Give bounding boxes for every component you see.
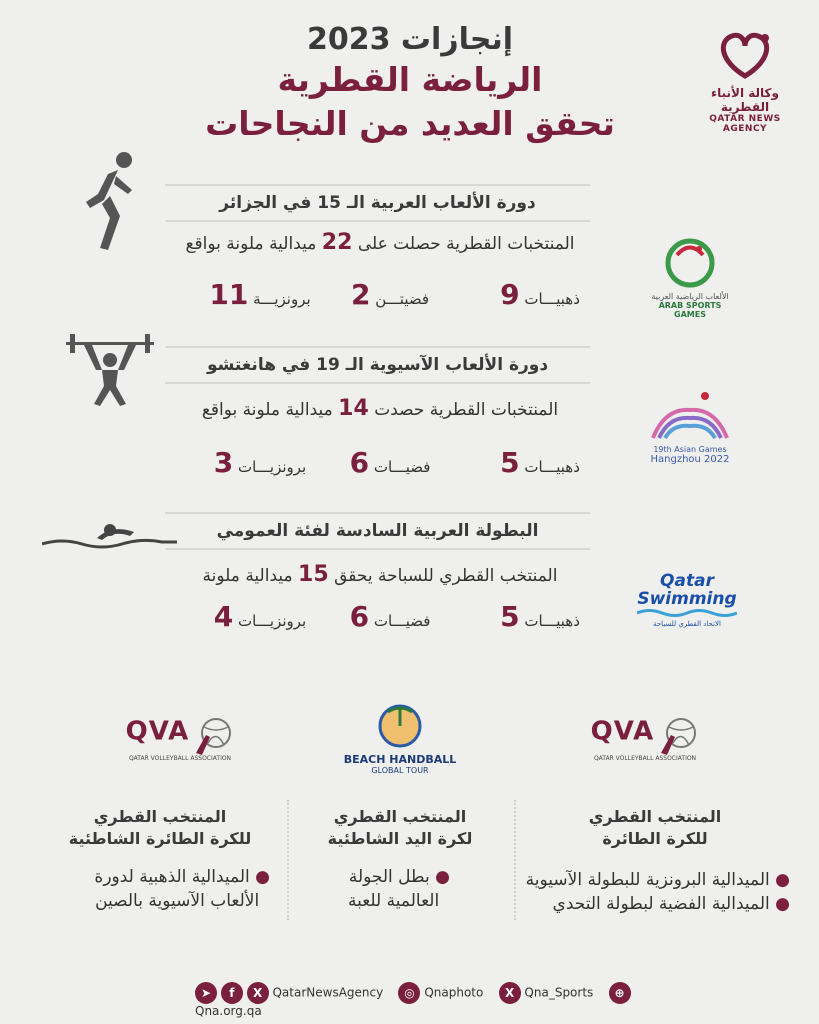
summary-count: 15 [298,562,329,587]
team-3-title-line-1: المنتخب القطري [93,807,227,826]
section-3-summary [140,562,620,587]
wave-icon [637,608,737,618]
section-2-bronze [190,446,330,479]
qva-logo-text: QVA [125,716,190,747]
team-2-title-line-2: لكرة اليد الشاطئية [327,829,473,848]
arab-games-logo-text: ARAB SPORTS GAMES [658,301,722,319]
qva-logo-sub: QATAR VOLLEYBALL ASSOCIATION [128,755,232,762]
handle-qatarnewsagency[interactable]: QatarNewsAgency [272,985,384,1000]
list-item-text: الميدالية البرونزية للبطولة الآسيوية [525,870,770,890]
summary-post: ميدالية ملونة بواقع [185,234,317,254]
gold-label: ذهبيـــات [524,612,580,630]
team-2-logo [340,698,460,775]
handle-website[interactable]: Qna.org.qa [195,1004,262,1018]
list-item: ● الميدالية الذهبية لدورة [94,867,270,887]
list-item-text: بطل الجولة [348,867,430,887]
section-1-bronze [190,278,330,311]
section-1-heading: دورة الألعاب العربية الـ 15 في الجزائر [165,184,590,222]
qna-name-en: QATAR NEWS AGENCY [709,114,781,134]
handle-qna-sports[interactable]: Qna_Sports [524,985,594,1000]
section-3-gold [470,600,610,633]
title-year: إنجازات 2023 [306,22,514,57]
facebook-icon[interactable]: f [221,982,243,1004]
team-2-title-line-1: المنتخب القطري [333,807,467,826]
qatar-swimming-logo [632,572,742,628]
summary-post: ميدالية ملونة بواقع [201,400,333,420]
list-item: ● الميدالية البرونزية للبطولة الآسيوية [525,870,790,890]
arab-games-logo [645,235,735,319]
asian-games-logo [640,388,740,465]
silver-label: فضيتـــن [375,290,430,308]
team-3-logo [100,715,260,762]
silver-count: 2 [350,278,371,311]
qva-logo-sub: QATAR VOLLEYBALL ASSOCIATION [593,755,697,762]
bronze-label: برونزيـــة [253,290,311,308]
qatar-swimming-logo-text: Qatar Swimming [637,571,737,609]
qna-emblem-icon [710,26,780,82]
list-item-text: العالمية للعبة [347,891,440,911]
silver-label: فضيـــات [373,612,431,630]
section-2-gold [470,446,610,479]
silver-count: 6 [349,600,370,633]
team-2-items [300,865,450,913]
title-line-3: تحقق العديد من النجاحات [205,104,615,143]
team-3-title-line-2: للكرة الطائرة الشاطئية [68,829,252,848]
qatar-swimming-logo-ar: الاتحاد القطري للسباحة [653,620,721,628]
team-2-title [290,806,510,850]
bronze-label: برونزيـــات [238,458,307,476]
asian-games-logo-text: 19th Asian Games [653,445,727,454]
swimmer-icon [42,520,177,554]
team-divider [287,800,289,920]
gold-label: ذهبيـــات [524,290,580,308]
telegram-icon[interactable]: ➤ [195,982,217,1004]
team-3-title [50,806,270,850]
bronze-count: 3 [213,446,234,479]
footer-social [195,982,655,1018]
silver-count: 6 [349,446,370,479]
section-2-heading: دورة الألعاب الآسيوية الـ 19 في هانغتشو [165,346,590,384]
summary-pre: المنتخب القطري للسباحة يحقق [334,566,558,586]
bronze-count: 4 [213,600,234,633]
gold-count: 5 [500,446,520,479]
volleyball-icon [659,715,699,755]
summary-post: ميدالية ملونة [202,566,293,586]
section-2-summary [140,396,620,421]
gold-count: 9 [500,278,520,311]
section-1-summary [140,230,620,255]
beach-handball-logo-text: BEACH HANDBALL [343,753,457,766]
asian-games-emblem-icon [645,388,735,443]
team-1-title-line-2: للكرة الطائرة [602,829,708,848]
instagram-icon[interactable]: ◎ [398,982,420,1004]
beach-handball-logo-sub: GLOBAL TOUR [371,766,429,775]
bronze-label: برونزيـــات [238,612,307,630]
x-icon[interactable]: X [499,982,521,1004]
summary-count: 22 [321,230,353,255]
arab-games-logo-ar: الألعاب الرياضية العربية [651,292,729,301]
bronze-count: 11 [209,278,249,311]
gold-count: 5 [500,600,520,633]
volleyball-icon [194,715,234,755]
list-item-text: الألعاب الآسيوية بالصين [95,891,260,911]
silver-label: فضيـــات [373,458,431,476]
section-3-heading: البطولة العربية السادسة لفئة العمومي [165,512,590,550]
arab-games-emblem-icon [655,235,725,290]
section-3-bronze [190,600,330,633]
runner-icon [80,150,140,255]
team-3-items [30,865,270,913]
section-2-silver [320,446,460,479]
list-item: ● الميدالية الفضية لبطولة التحدي [552,894,790,914]
section-3-silver [320,600,460,633]
beach-handball-emblem-icon [370,698,430,750]
qva-logo-text: QVA [590,716,655,747]
list-item [30,889,270,913]
section-1-gold [470,278,610,311]
list-item [300,889,450,913]
team-1-title [545,806,765,850]
handle-qnaphoto[interactable]: Qnaphoto [424,985,484,1000]
qna-logo [690,26,800,134]
x-icon[interactable]: X [247,982,269,1004]
list-item-text: الميدالية الفضية لبطولة التحدي [552,894,770,914]
team-1-logo [565,715,725,762]
section-1-silver [320,278,460,311]
gold-label: ذهبيـــات [524,458,580,476]
list-item-text: الميدالية الذهبية لدورة [94,867,250,887]
list-item: ● بطل الجولة [348,867,450,887]
summary-pre: المنتخبات القطرية حصدت [374,400,559,420]
asian-games-logo-year: Hangzhou 2022 [650,454,730,465]
team-1-items [490,868,790,916]
title-line-2: الرياضة القطرية [277,60,543,99]
globe-icon[interactable]: ⊕ [609,982,631,1004]
team-divider [514,800,516,920]
team-1-title-line-1: المنتخب القطري [588,807,722,826]
summary-pre: المنتخبات القطرية حصلت على [357,234,575,254]
qna-name-ar: وكالة الأنباء القطرية [711,86,779,114]
summary-count: 14 [338,396,369,421]
